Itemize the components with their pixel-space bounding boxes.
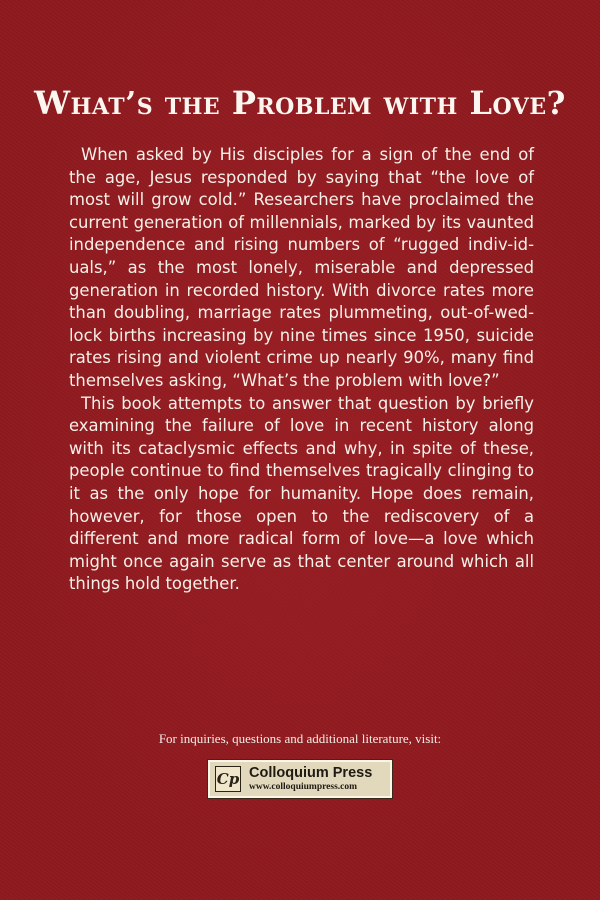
cover-title: What’s the Problem with Love? — [34, 84, 566, 122]
blurb-paragraph-2: This book attempts to answer that question by briefly examining the failure of love in recent history along with its cataclysmic effects and why, in spite of these, people continue to find themselves tragically clinging to it as the only hope for humanity. Hope does remain, however, for those open to the rediscovery of a different and more radical form of love—a love which might once again serve as that center around which all things hold together. — [69, 393, 534, 594]
blurb — [69, 144, 534, 596]
publisher-logo-icon: Cp — [215, 766, 241, 792]
publisher-text — [249, 766, 372, 792]
publisher-url[interactable]: www.colloquiumpress.com — [249, 781, 358, 792]
publisher-badge[interactable] — [208, 760, 392, 798]
inquiries-note: For inquiries, questions and additional literature, visit: — [158, 731, 442, 746]
publisher-name: Colloquium Press — [249, 765, 373, 781]
blurb-paragraph-1: When asked by His disciples for a sign of the end of the age, Jesus responded by saying that “the love of most will grow cold.” Researchers have proclaimed the current generation of millennials, marked by its vaunted independence and rising numbers of “rugged indiv-id-uals,” as the most lonely, miserable and depressed generation in recorded history. With divorce rates more than doubling, marriage rates plummeting, out-of-wed-lock births increasing by nine times since 1950, suicide rates rising and violent crime up nearly 90%, many find themselves asking, “What’s the problem with love?” — [69, 145, 534, 390]
